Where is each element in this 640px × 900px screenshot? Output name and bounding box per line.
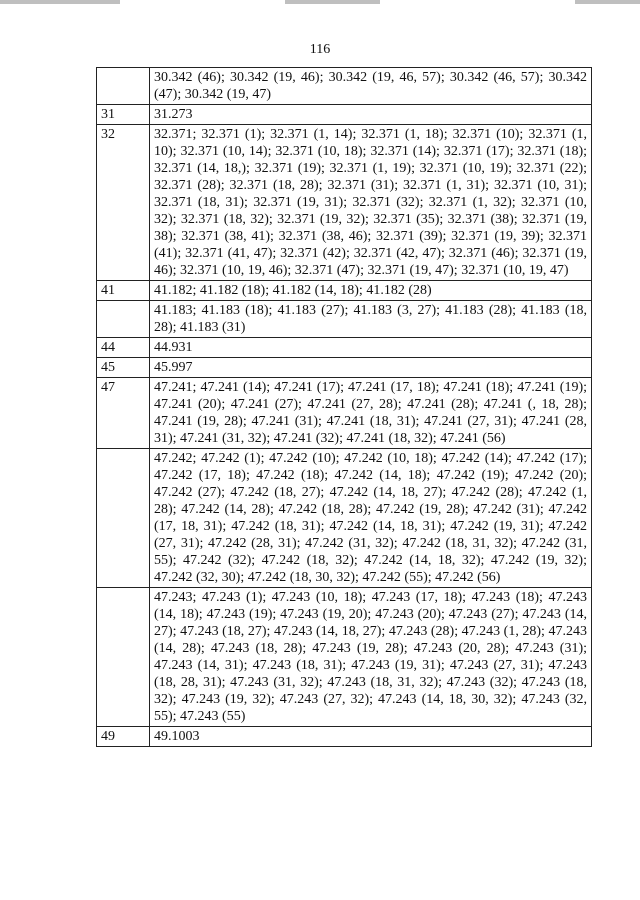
table-row [97, 338, 592, 358]
table-row [97, 378, 592, 449]
table-row [97, 449, 592, 588]
table-row [97, 358, 592, 378]
table-row [97, 588, 592, 727]
row-code: 31 [97, 105, 150, 125]
scan-artifact-center [285, 0, 380, 4]
table-row [97, 727, 592, 747]
row-values: 30.342 (46); 30.342 (19, 46); 30.342 (19, 46, 57); 30.342 (46, 57); 30.342 (47); 30.342 (19, 47) [150, 68, 592, 105]
table-row [97, 125, 592, 281]
table-row [97, 281, 592, 301]
table-row [97, 105, 592, 125]
table-row [97, 68, 592, 105]
row-values: 47.243; 47.243 (1); 47.243 (10, 18); 47.243 (17, 18); 47.243 (18); 47.243 (14, 18); 47.243 (19); 47.243 (19, 20); 47.243 (20); 47.243 (27); 47.243 (14, 27); 47.243 (18, 27); 47.243 (14, 18, 27); 47.243 (28); 47.243 (1, 28); 47.243 (14, 28); 47.243 (18, 28); 47.243 (19, 28); 47.243 (20, 28); 47.243 (31); 47.243 (14, 31); 47.243 (18, 31); 47.243 (19, 31); 47.243 (27, 31); 47.243 (18, 28, 31); 47.243 (31, 32); 47.243 (18, 31, 32); 47.243 (32); 47.243 (18, 32); 47.243 (19, 32); 47.243 (27, 32); 47.243 (14, 18, 30, 32); 47.243 (32, 55); 47.243 (55) [150, 588, 592, 727]
page-number: 116 [309, 42, 331, 57]
row-code [97, 588, 150, 727]
row-values: 45.997 [150, 358, 592, 378]
row-code: 44 [97, 338, 150, 358]
row-code [97, 449, 150, 588]
row-code: 32 [97, 125, 150, 281]
row-values: 47.242; 47.242 (1); 47.242 (10); 47.242 (10, 18); 47.242 (14); 47.242 (17); 47.242 (17, 18); 47.242 (18); 47.242 (14, 18); 47.242 (19); 47.242 (20); 47.242 (27); 47.242 (18, 27); 47.242 (14, 18, 27); 47.242 (28); 47.242 (1, 28); 47.242 (14, 28); 47.242 (18, 28); 47.242 (19, 28); 47.242 (31); 47.242 (17, 18, 31); 47.242 (18, 31); 47.242 (14, 18, 31); 47.242 (19, 31); 47.242 (27, 31); 47.242 (28, 31); 47.242 (31, 32); 47.242 (18, 31, 32); 47.242 (31, 55); 47.242 (32); 47.242 (18, 32); 47.242 (14, 18, 32); 47.242 (19, 32); 47.242 (32, 30); 47.242 (18, 30, 32); 47.242 (55); 47.242 (56) [150, 449, 592, 588]
row-values: 41.182; 41.182 (18); 41.182 (14, 18); 41.182 (28) [150, 281, 592, 301]
row-values: 44.931 [150, 338, 592, 358]
row-values: 41.183; 41.183 (18); 41.183 (27); 41.183 (3, 27); 41.183 (28); 41.183 (18, 28); 41.183 (31) [150, 301, 592, 338]
row-values: 47.241; 47.241 (14); 47.241 (17); 47.241 (17, 18); 47.241 (18); 47.241 (19); 47.241 (20); 47.241 (27); 47.241 (27, 28); 47.241 (28); 47.241 (, 18, 28); 47.241 (19, 28); 47.241 (31); 47.241 (18, 31); 47.241 (27, 31); 47.241 (28, 31); 47.241 (31, 32); 47.241 (32); 47.241 (18, 32); 47.241 (56) [150, 378, 592, 449]
row-code: 45 [97, 358, 150, 378]
row-code [97, 68, 150, 105]
row-values: 49.1003 [150, 727, 592, 747]
scan-artifact-left [0, 0, 120, 4]
row-values: 31.273 [150, 105, 592, 125]
row-code: 49 [97, 727, 150, 747]
row-values: 32.371; 32.371 (1); 32.371 (1, 14); 32.371 (1, 18); 32.371 (10); 32.371 (1, 10); 32.371 (10, 14); 32.371 (10, 18); 32.371 (14); 32.371 (17); 32.371 (18); 32.371 (14, 18,); 32.371 (19); 32.371 (1, 19); 32.371 (10, 19); 32.371 (22); 32.371 (28); 32.371 (18, 28); 32.371 (31); 32.371 (1, 31); 32.371 (10, 31); 32.371 (18, 31); 32.371 (19, 31); 32.371 (32); 32.371 (1, 32); 32.371 (10, 32); 32.371 (18, 32); 32.371 (19, 32); 32.371 (35); 32.371 (38); 32.371 (19, 38); 32.371 (38, 41); 32.371 (38, 46); 32.371 (39); 32.371 (19, 39); 32.371 (41); 32.371 (41, 47); 32.371 (42); 32.371 (42, 47); 32.371 (46); 32.371 (19, 46); 32.371 (10, 19, 46); 32.371 (47); 32.371 (19, 47); 32.371 (10, 19, 47) [150, 125, 592, 281]
scan-artifact-right [575, 0, 640, 4]
row-code: 41 [97, 281, 150, 301]
row-code [97, 301, 150, 338]
row-code: 47 [97, 378, 150, 449]
table-row [97, 301, 592, 338]
classification-table [96, 67, 592, 747]
